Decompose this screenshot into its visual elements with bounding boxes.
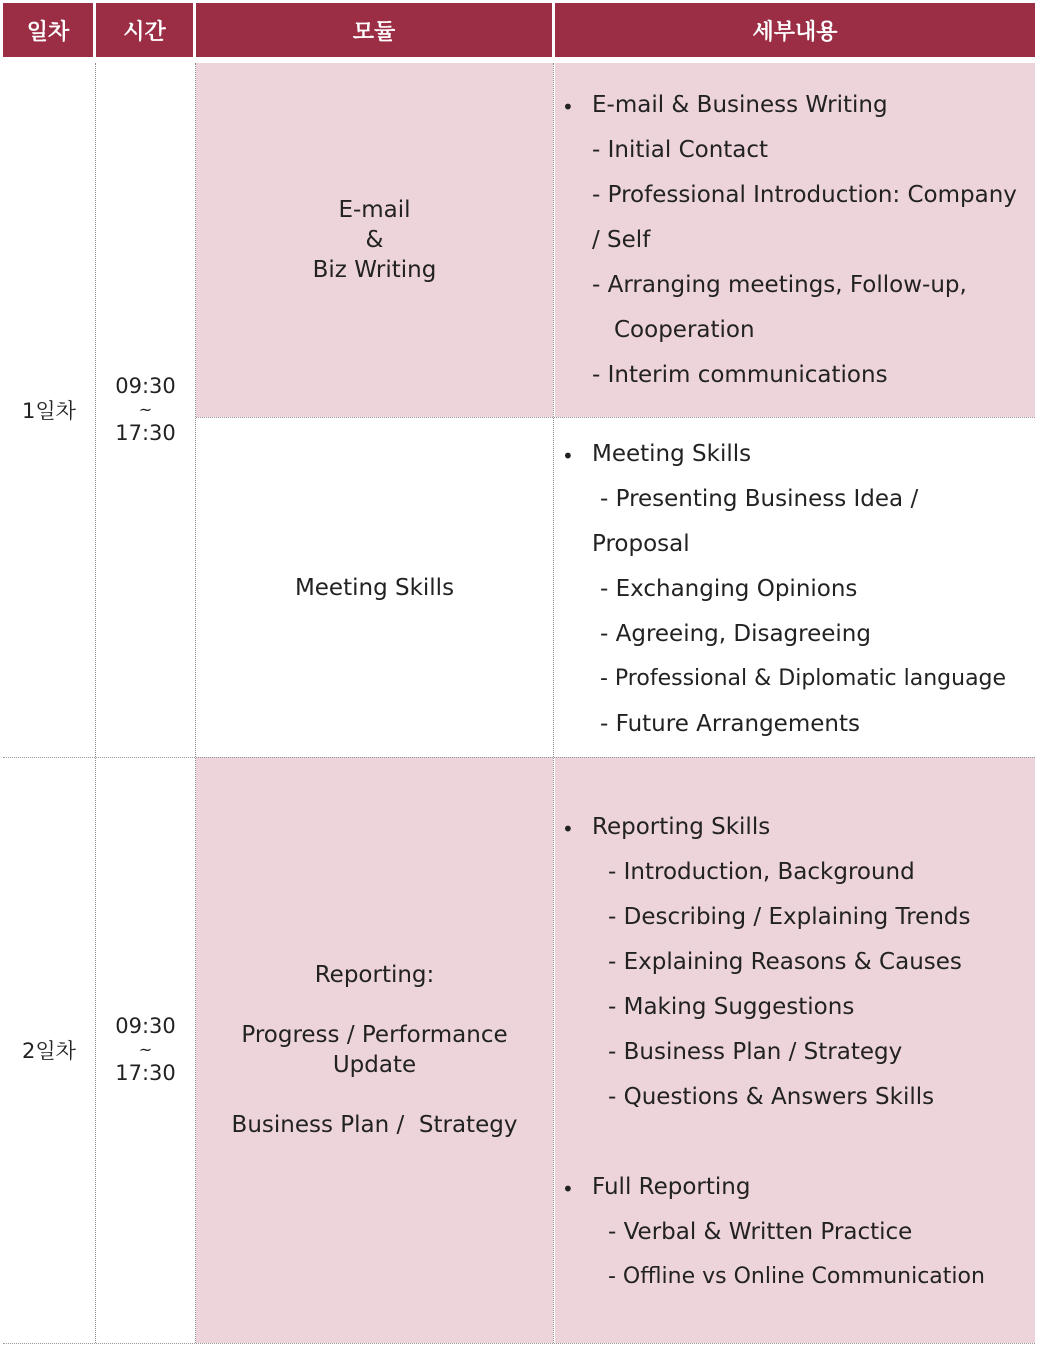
day2-label — [3, 757, 95, 1343]
time-separator: ~ — [138, 1040, 153, 1059]
module-line: E-mail — [338, 197, 411, 223]
detail-item: - Agreeing, Disagreeing — [600, 621, 871, 647]
detail-item: / Self — [592, 227, 651, 253]
module-line: Meeting Skills — [294, 575, 455, 601]
bullet: • — [562, 444, 574, 468]
detail-item: - Describing / Explaining Trends — [608, 904, 971, 930]
detail-title: E-mail & Business Writing — [592, 92, 888, 118]
detail-item: - Professional Introduction: Company — [592, 182, 1017, 208]
detail-item: - Professional & Diplomatic language — [600, 666, 1007, 691]
detail-title: Meeting Skills — [592, 441, 752, 467]
day2-time — [96, 757, 195, 1343]
module-line: Business Plan / Strategy — [231, 1112, 518, 1138]
header-day: 일차 — [3, 3, 93, 57]
module-line: & — [365, 227, 384, 253]
detail-title: Reporting Skills — [592, 814, 771, 840]
day1-module1 — [196, 195, 553, 285]
day1-module2 — [196, 572, 553, 604]
module-line: Reporting: — [314, 962, 435, 988]
detail-item: - Future Arrangements — [600, 711, 860, 737]
detail-item: - Offline vs Online Communication — [608, 1264, 985, 1289]
module-line: Progress / Performance — [241, 1022, 508, 1048]
day1-label — [3, 63, 95, 757]
detail-item: - Initial Contact — [592, 137, 769, 163]
detail-item: Cooperation — [614, 317, 755, 343]
detail-item: - Presenting Business Idea / — [600, 486, 919, 512]
day2-module — [196, 960, 553, 1140]
detail-item: - Explaining Reasons & Causes — [608, 949, 962, 975]
day2-text: 2일차 — [22, 1039, 76, 1063]
row-divider — [3, 1343, 1035, 1344]
detail-item: - Business Plan / Strategy — [608, 1039, 903, 1065]
bullet: • — [562, 1177, 574, 1201]
detail-item: Proposal — [592, 531, 690, 557]
time-start: 09:30 — [115, 1014, 176, 1038]
module-line: Update — [332, 1052, 417, 1078]
detail-item: - Making Suggestions — [608, 994, 855, 1020]
detail-item: - Questions & Answers Skills — [608, 1084, 935, 1110]
header-detail: 세부내용 — [555, 3, 1035, 57]
row-divider — [196, 417, 1035, 418]
detail-item: - Verbal & Written Practice — [608, 1219, 913, 1245]
detail-item: - Arranging meetings, Follow-up, — [592, 272, 967, 298]
time-end: 17:30 — [115, 1061, 176, 1085]
day1-time — [96, 63, 195, 757]
time-end: 17:30 — [115, 421, 176, 445]
detail-item: - Interim communications — [592, 362, 888, 388]
header-time: 시간 — [96, 3, 193, 57]
time-start: 09:30 — [115, 374, 176, 398]
bullet: • — [562, 95, 574, 119]
header-module: 모듈 — [196, 3, 552, 57]
bullet: • — [562, 817, 574, 841]
time-separator: ~ — [138, 400, 153, 419]
detail-title: Full Reporting — [592, 1174, 751, 1200]
detail-item: - Exchanging Opinions — [600, 576, 858, 602]
module-line: Biz Writing — [312, 257, 437, 283]
column-divider — [553, 63, 554, 1343]
day1-text: 1일차 — [22, 399, 76, 423]
detail-item: - Introduction, Background — [608, 859, 915, 885]
